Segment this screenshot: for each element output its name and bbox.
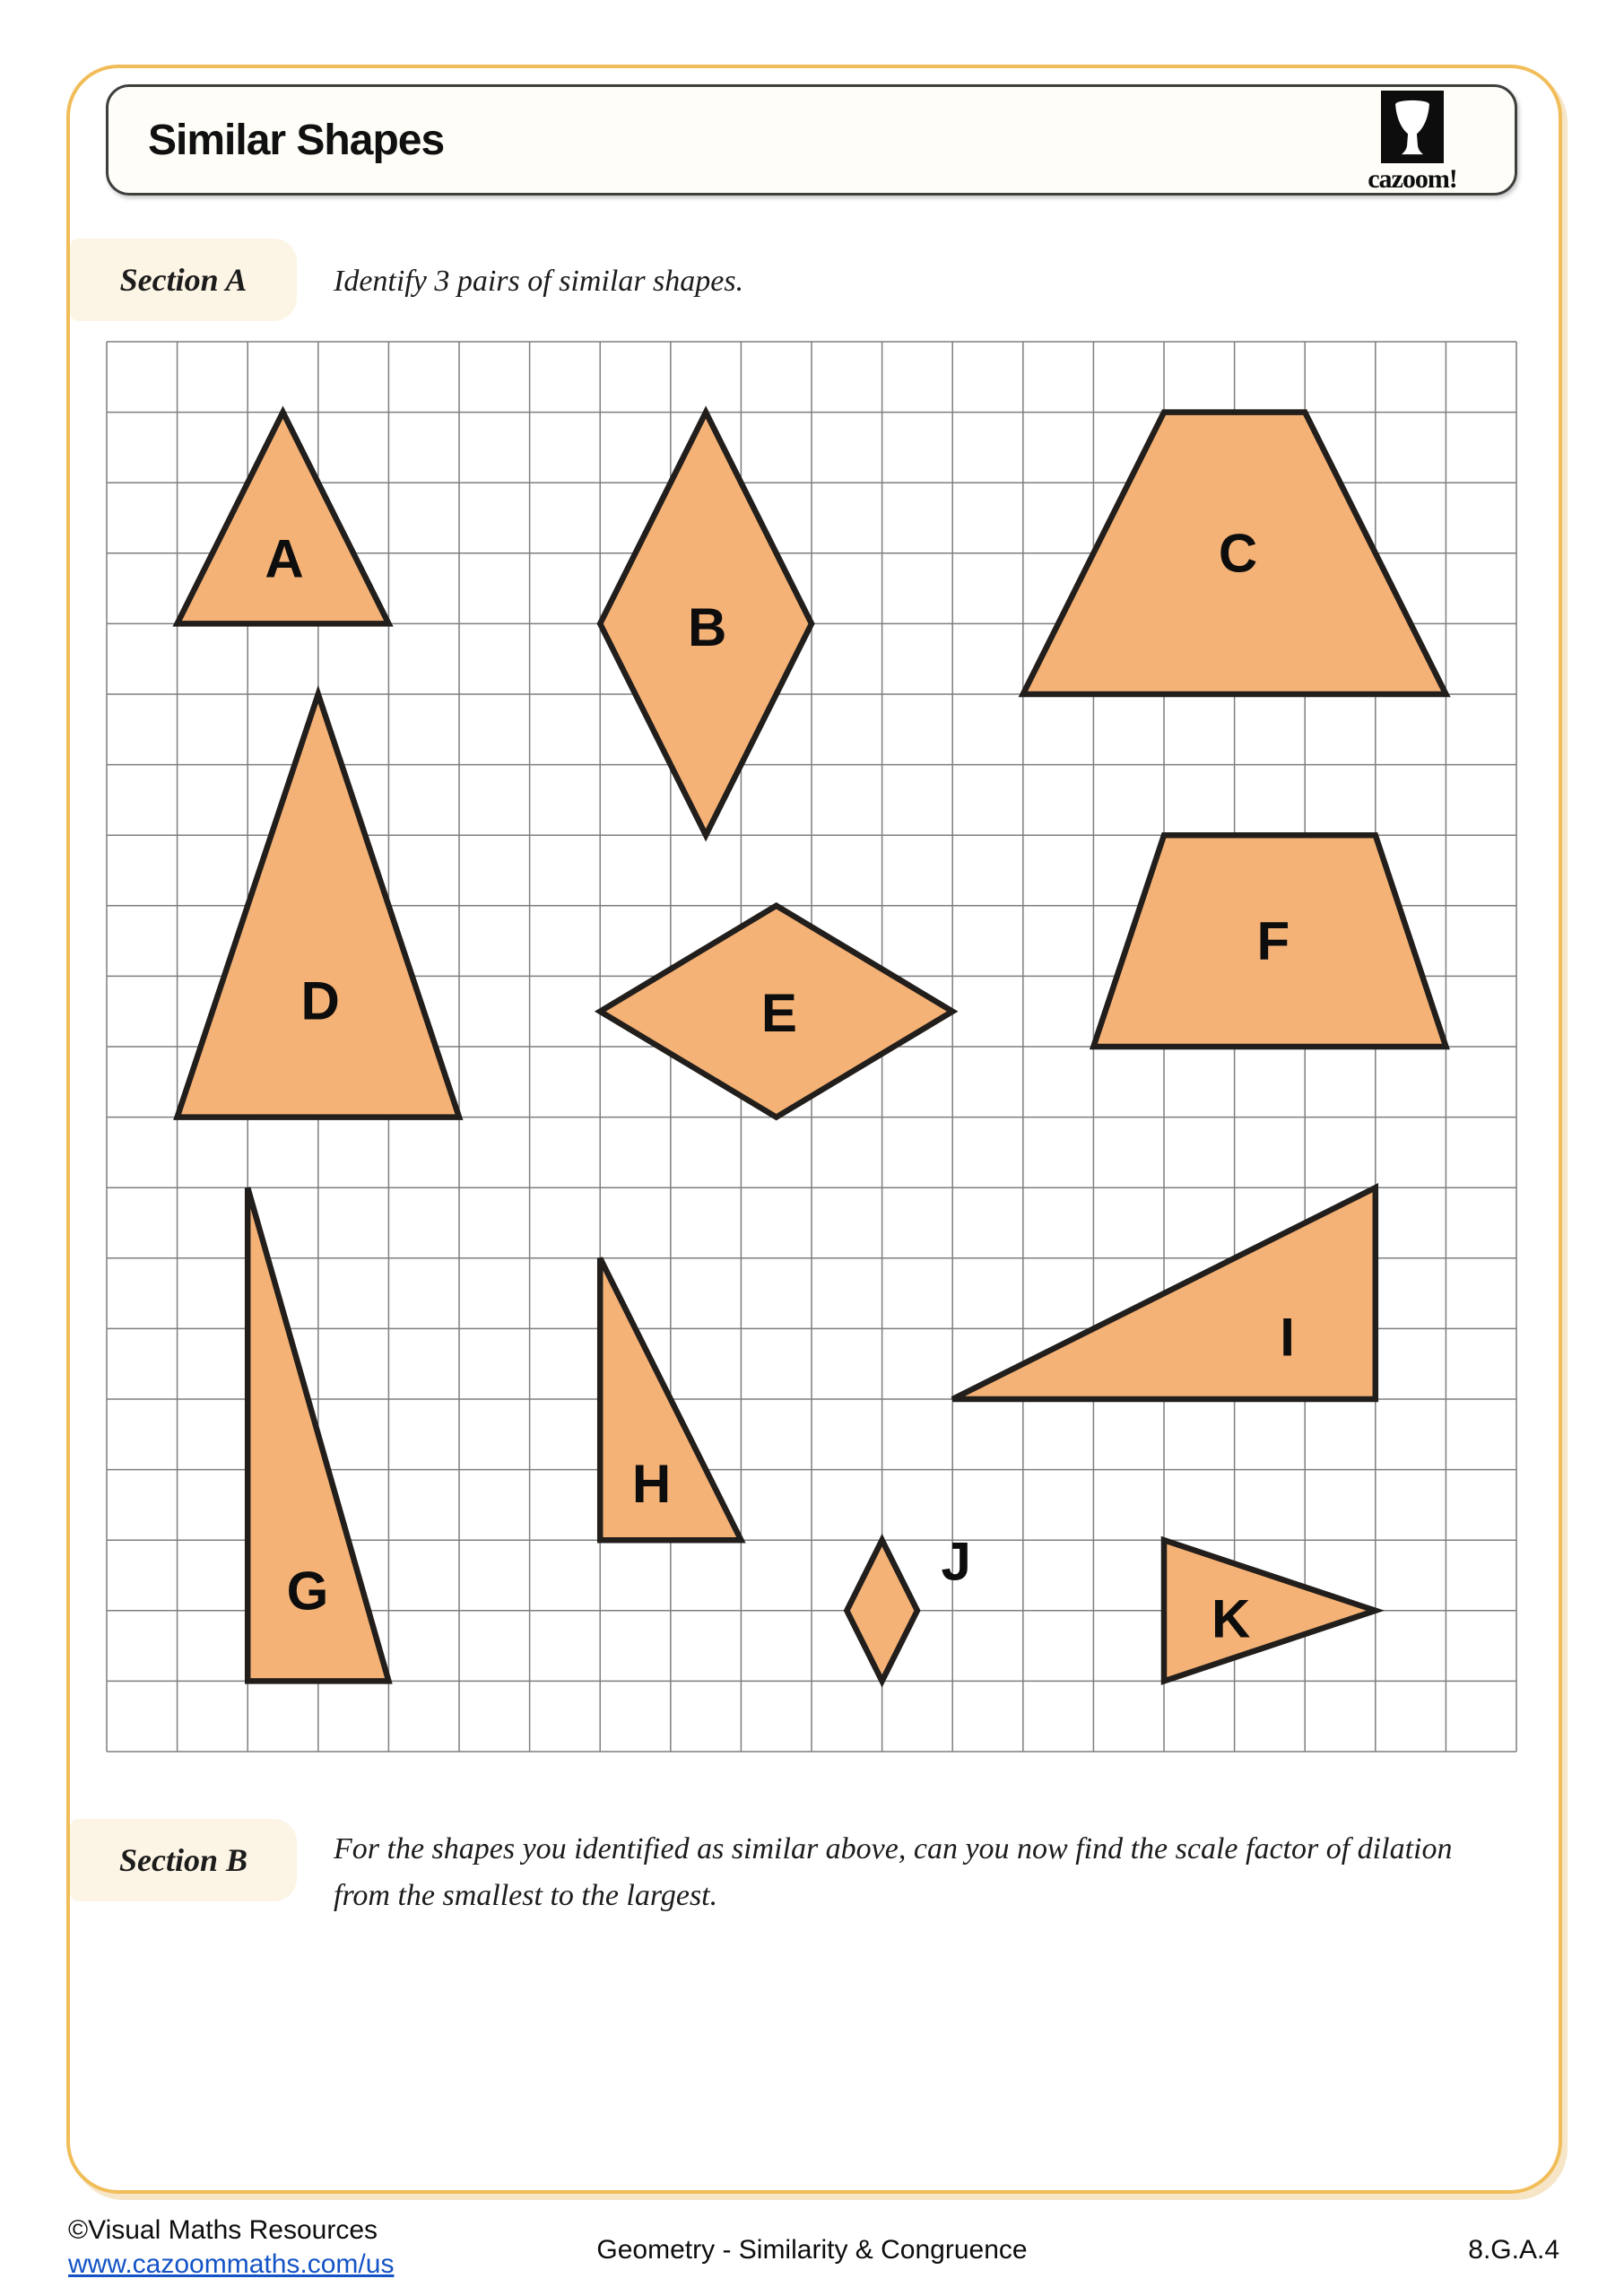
shape-label-E: E — [760, 982, 797, 1043]
section-a-instruction: Identify 3 pairs of similar shapes. — [334, 265, 744, 298]
section-b-instruction: For the shapes you identified as similar above, can you now find the scale factor of dilation from the smallest to the largest. — [334, 1832, 1453, 1912]
shape-label-B: B — [688, 596, 727, 657]
shape-A — [178, 413, 389, 624]
page-title: Similar Shapes — [148, 116, 445, 164]
goblet-icon — [1381, 91, 1444, 163]
section-a-badge — [70, 239, 297, 321]
shape-label-K: K — [1211, 1588, 1251, 1649]
shape-label-D: D — [300, 970, 340, 1031]
shape-J — [847, 1540, 917, 1681]
logo-text: cazoom! — [1368, 164, 1457, 194]
cazoom-link[interactable]: www.cazoommaths.com/us — [68, 2249, 395, 2279]
cazoom-logo — [1350, 91, 1475, 195]
section-b-badge — [70, 1819, 297, 1901]
header — [106, 84, 1517, 196]
shape-label-G: G — [286, 1561, 329, 1622]
shapes-grid — [107, 342, 1516, 1752]
shape-label-C: C — [1218, 523, 1258, 584]
shape-label-J: J — [941, 1531, 971, 1592]
shape-label-H: H — [631, 1453, 672, 1514]
section-a-label: Section A — [119, 262, 248, 298]
section-b-label: Section B — [118, 1842, 248, 1878]
standard-code: 8.G.A.4 — [1468, 2235, 1559, 2265]
shape-label-F: F — [1256, 910, 1290, 971]
shape-K — [1164, 1540, 1376, 1681]
shape-label-A: A — [265, 528, 304, 589]
copyright-text: ©Visual Maths Resources — [68, 2215, 378, 2245]
footer-topic: Geometry - Similarity & Congruence — [596, 2235, 1028, 2265]
shape-label-I: I — [1280, 1307, 1295, 1368]
